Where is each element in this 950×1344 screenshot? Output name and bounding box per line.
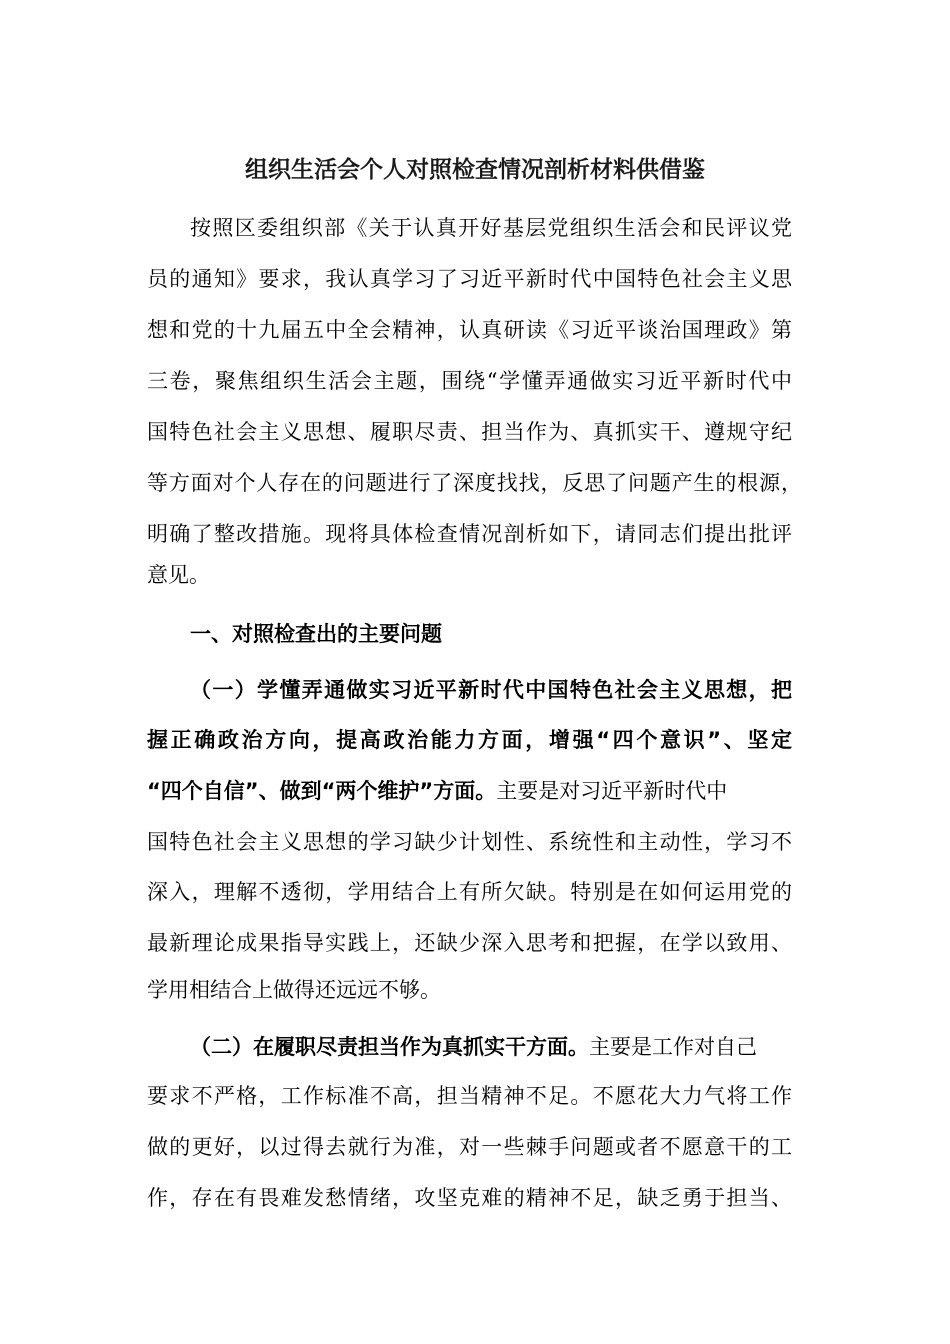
intro-line: 想和党的十九届五中全会精神，认真研读《习近平谈治国理政》第 <box>147 318 792 342</box>
item2-body-start: 主要是工作对自己 <box>589 1035 757 1059</box>
intro-line: 三卷，聚焦组织生活会主题，围绕“学懂弄通做实习近平新时代中 <box>147 369 792 393</box>
document-title: 组织生活会个人对照检查情况剖析材料供借鉴 <box>245 157 705 183</box>
item1-heading-line: 握正确政治方向，提高政治能力方面，增强“四个意识”、坚定 <box>147 728 792 752</box>
item1-mixed-line <box>147 774 727 808</box>
item1-body-start: 主要是对习近平新时代中 <box>496 779 728 803</box>
item1-heading-end: “四个自信”、做到“两个维护”方面。 <box>147 779 497 803</box>
item1-body-line: 深入，理解不透彻，学用结合上有所欠缺。特别是在如何运用党的 <box>147 880 792 904</box>
intro-line: 国特色社会主义思想、履职尽责、担当作为、真抓实干、遵规守纪 <box>147 420 792 444</box>
intro-line: 按照区委组织部《关于认真开好基层党组织生活会和民评议党 <box>190 216 792 240</box>
item2-body-line: 要求不严格，工作标准不高，担当精神不足。不愿花大力气将工作 <box>147 1084 792 1108</box>
item2-body-line: 做的更好，以过得去就行为准，对一些棘手问题或者不愿意干的工 <box>147 1135 792 1159</box>
item1-body-line: 学用相结合上做得还远远不够。 <box>147 978 441 1002</box>
intro-line: 员的通知》要求，我认真学习了习近平新时代中国特色社会主义思 <box>147 267 792 291</box>
intro-line: 等方面对个人存在的问题进行了深度找找，反思了问题产生的根源， <box>147 471 802 495</box>
item1-body-line: 最新理论成果指导实践上，还缺少深入思考和把握，在学以致用、 <box>147 931 792 955</box>
intro-line: 明确了整改措施。现将具体检查情况剖析如下，请同志们提出批评 <box>147 522 792 546</box>
item1-body-line: 国特色社会主义思想的学习缺少计划性、系统性和主动性，学习不 <box>147 830 792 854</box>
intro-line: 意见。 <box>147 563 210 587</box>
item2-heading: （二）在履职尽责担当作为真抓实干方面。 <box>190 1035 589 1059</box>
item2-first-line <box>190 1030 757 1064</box>
item1-heading-line: （一）学懂弄通做实习近平新时代中国特色社会主义思想，把 <box>190 678 792 702</box>
item2-body-line: 作，存在有畏难发愁情绪，攻坚克难的精神不足，缺乏勇于担当、 <box>147 1186 792 1210</box>
section-heading: 一、对照检查出的主要问题 <box>190 622 442 646</box>
